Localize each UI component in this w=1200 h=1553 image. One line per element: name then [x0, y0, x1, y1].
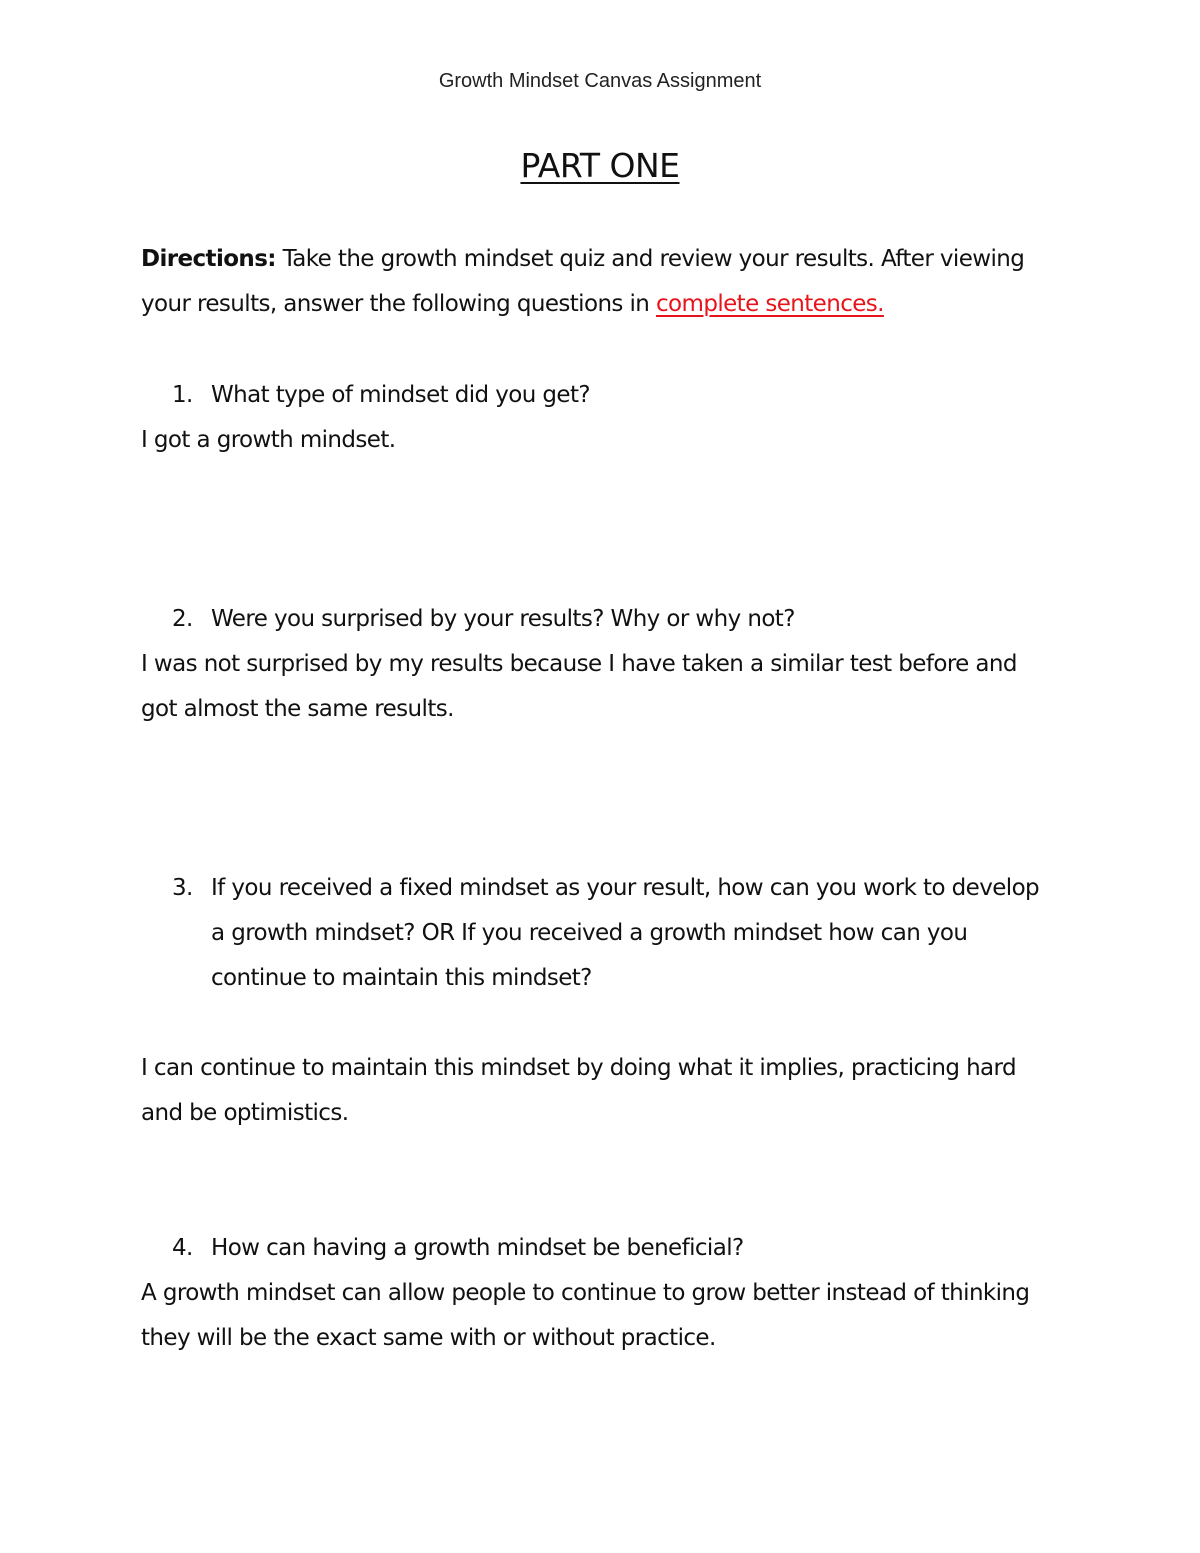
page-title: PART ONE — [520, 146, 680, 185]
directions-paragraph — [141, 237, 1041, 327]
question-number: 4. — [172, 1235, 193, 1261]
answer-text: A growth mindset can allow people to continue to grow better instead of thinking they will be the exact same with or without practice. — [141, 1280, 1030, 1351]
directions-label: Directions: — [141, 246, 276, 272]
question-text: How can having a growth mindset be beneficial? — [211, 1235, 744, 1261]
page-header: Growth Mindset Canvas Assignment — [438, 70, 762, 92]
answer-text: I was not surprised by my results because I have taken a similar test before and got almost the same results. — [141, 651, 1017, 722]
question-item — [172, 597, 1042, 642]
question-item — [172, 866, 1042, 1001]
question-item — [172, 373, 1042, 418]
answer-text: I got a growth mindset. — [141, 427, 396, 453]
question-text: If you received a fixed mindset as your result, how can you work to develop a growth mindset? OR If you received a growth mindset how can you continue to maintain this mindset? — [211, 875, 1040, 991]
directions-emphasis: complete sentences. — [656, 291, 884, 317]
question-number: 1. — [172, 382, 193, 408]
directions-text: Take the growth mindset quiz and review your results. After viewing your results, answer the following questions in — [141, 246, 1025, 317]
question-text: Were you surprised by your results? Why or why not? — [211, 606, 795, 632]
question-item — [172, 1226, 1042, 1271]
question-text: What type of mindset did you get? — [211, 382, 590, 408]
question-number: 3. — [172, 875, 193, 901]
answer-text: I can continue to maintain this mindset by doing what it implies, practicing hard and be optimistics. — [141, 1055, 1016, 1126]
question-number: 2. — [172, 606, 193, 632]
